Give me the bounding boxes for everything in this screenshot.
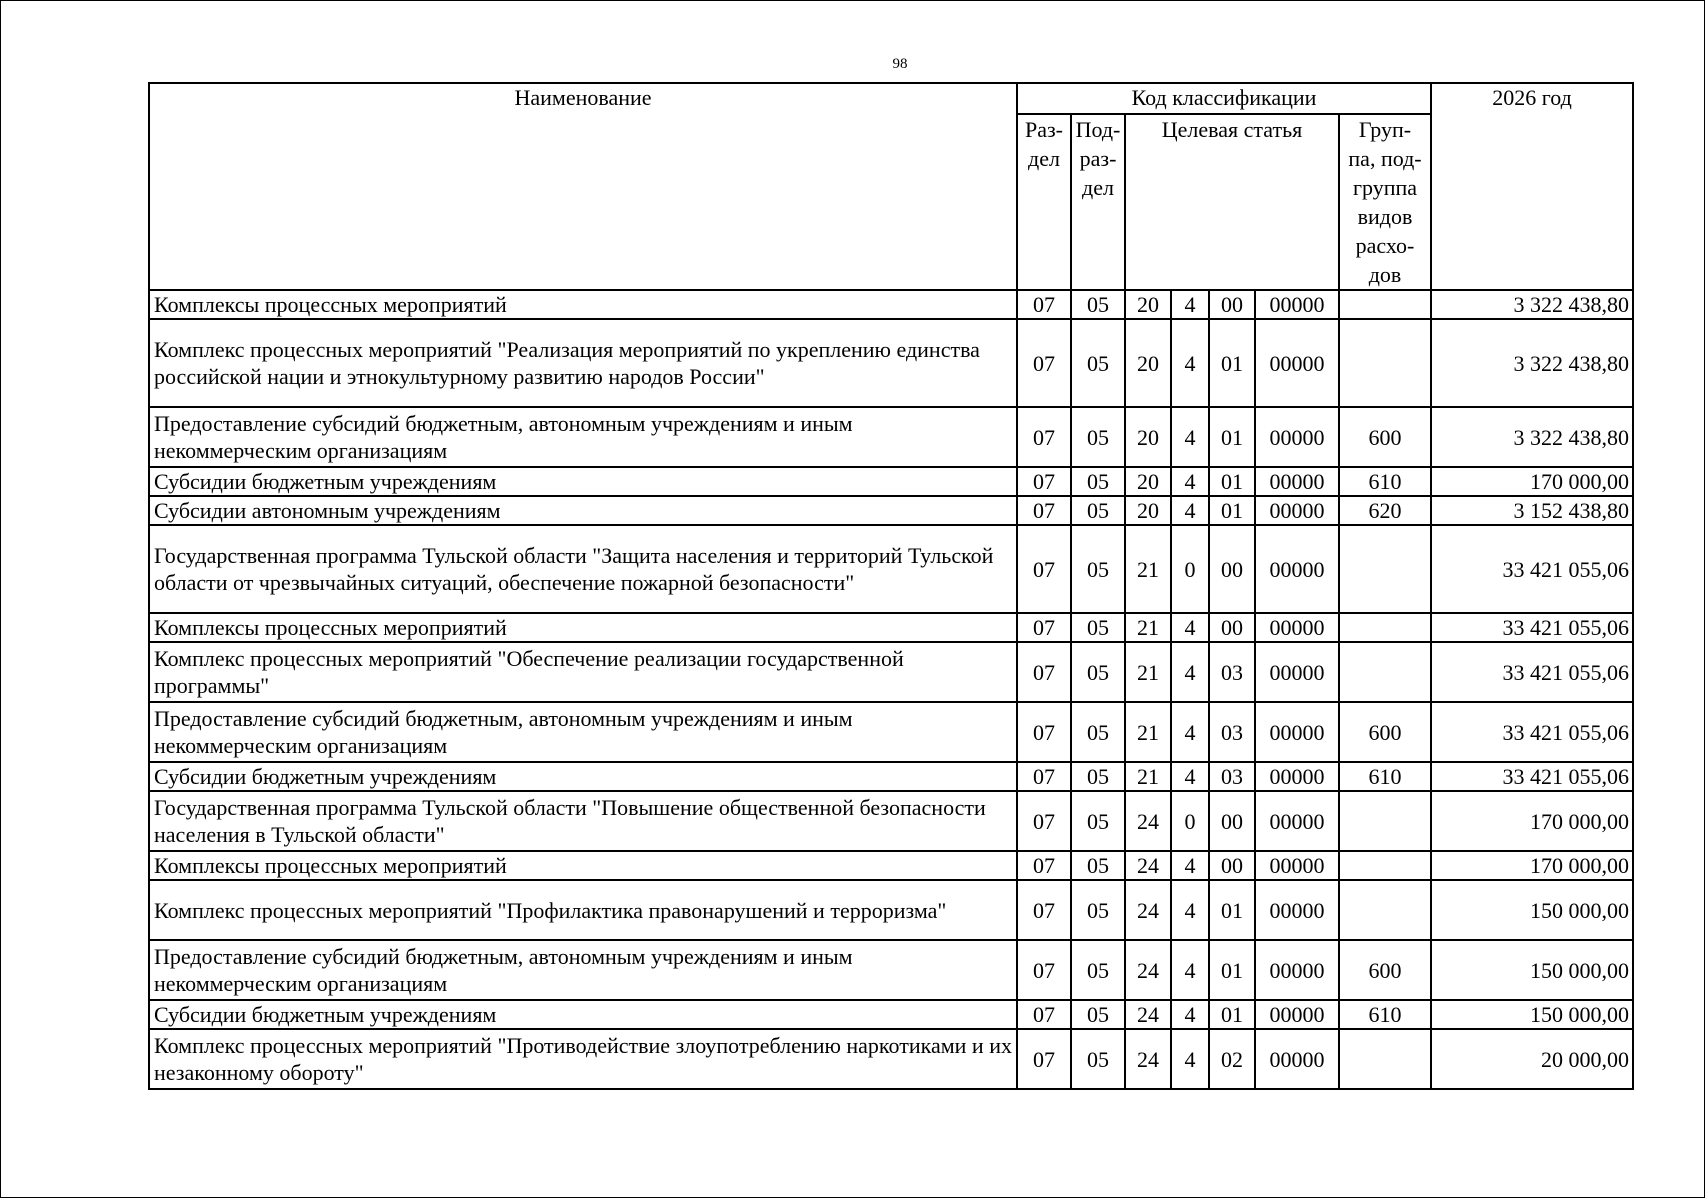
- row-expense-group: 620: [1339, 496, 1431, 525]
- table-row: [149, 467, 1633, 496]
- row-program-code: 20: [1125, 319, 1171, 407]
- table-row: [149, 880, 1633, 940]
- row-complex-code: 03: [1209, 702, 1255, 762]
- row-expense-group: 610: [1339, 467, 1431, 496]
- row-direction-code: 00000: [1255, 791, 1339, 851]
- row-amount: 3 152 438,80: [1431, 496, 1633, 525]
- row-razdel: 07: [1017, 940, 1071, 1000]
- row-complex-code: 01: [1209, 319, 1255, 407]
- row-program-code: 20: [1125, 467, 1171, 496]
- row-amount: 150 000,00: [1431, 880, 1633, 940]
- row-direction-code: 00000: [1255, 525, 1339, 613]
- table-row: [149, 762, 1633, 791]
- row-complex-code: 00: [1209, 290, 1255, 319]
- row-razdel: 07: [1017, 642, 1071, 702]
- row-direction-code: 00000: [1255, 940, 1339, 1000]
- table-row: [149, 613, 1633, 642]
- row-expense-group: 610: [1339, 762, 1431, 791]
- row-type-code: 4: [1171, 613, 1209, 642]
- row-razdel: 07: [1017, 702, 1071, 762]
- table-row: [149, 1000, 1633, 1029]
- row-complex-code: 01: [1209, 1000, 1255, 1029]
- row-amount: 3 322 438,80: [1431, 319, 1633, 407]
- row-expense-group: 600: [1339, 940, 1431, 1000]
- row-podrazdel: 05: [1071, 496, 1125, 525]
- row-name: Предоставление субсидий бюджетным, автономным учреждениям и иным некоммерческим организациям: [149, 702, 1017, 762]
- row-complex-code: 00: [1209, 851, 1255, 880]
- row-direction-code: 00000: [1255, 467, 1339, 496]
- header-podrazdel: Под- раз- дел: [1071, 114, 1125, 290]
- row-name: Комплексы процессных мероприятий: [149, 613, 1017, 642]
- row-expense-group: [1339, 525, 1431, 613]
- row-razdel: 07: [1017, 467, 1071, 496]
- row-amount: 33 421 055,06: [1431, 702, 1633, 762]
- row-razdel: 07: [1017, 791, 1071, 851]
- row-name: Предоставление субсидий бюджетным, автономным учреждениям и иным некоммерческим организациям: [149, 407, 1017, 467]
- header-target-article: Целевая статья: [1125, 114, 1339, 290]
- header-expense-group: Груп- па, под- группа видов расхо- дов: [1339, 114, 1431, 290]
- row-program-code: 24: [1125, 880, 1171, 940]
- row-name: Субсидии бюджетным учреждениям: [149, 762, 1017, 791]
- row-amount: 150 000,00: [1431, 1000, 1633, 1029]
- row-expense-group: [1339, 851, 1431, 880]
- row-expense-group: 600: [1339, 702, 1431, 762]
- header-year: 2026 год: [1431, 83, 1633, 290]
- row-type-code: 4: [1171, 940, 1209, 1000]
- row-amount: 170 000,00: [1431, 851, 1633, 880]
- row-direction-code: 00000: [1255, 496, 1339, 525]
- row-razdel: 07: [1017, 290, 1071, 319]
- row-amount: 33 421 055,06: [1431, 525, 1633, 613]
- table-row: [149, 1029, 1633, 1089]
- table-row: [149, 851, 1633, 880]
- row-amount: 20 000,00: [1431, 1029, 1633, 1089]
- row-razdel: 07: [1017, 496, 1071, 525]
- row-podrazdel: 05: [1071, 319, 1125, 407]
- row-direction-code: 00000: [1255, 613, 1339, 642]
- row-direction-code: 00000: [1255, 1000, 1339, 1029]
- row-expense-group: 600: [1339, 407, 1431, 467]
- row-amount: 170 000,00: [1431, 467, 1633, 496]
- row-expense-group: [1339, 642, 1431, 702]
- row-amount: 3 322 438,80: [1431, 290, 1633, 319]
- row-complex-code: 01: [1209, 496, 1255, 525]
- row-complex-code: 01: [1209, 880, 1255, 940]
- row-razdel: 07: [1017, 880, 1071, 940]
- row-name: Комплекс процессных мероприятий "Противодействие злоупотреблению наркотиками и их незаконному обороту": [149, 1029, 1017, 1089]
- row-type-code: 4: [1171, 496, 1209, 525]
- row-type-code: 4: [1171, 851, 1209, 880]
- row-expense-group: [1339, 319, 1431, 407]
- table-row: [149, 642, 1633, 702]
- row-razdel: 07: [1017, 613, 1071, 642]
- row-type-code: 4: [1171, 762, 1209, 791]
- row-direction-code: 00000: [1255, 319, 1339, 407]
- row-amount: 150 000,00: [1431, 940, 1633, 1000]
- row-name: Комплексы процессных мероприятий: [149, 290, 1017, 319]
- row-podrazdel: 05: [1071, 613, 1125, 642]
- row-program-code: 20: [1125, 496, 1171, 525]
- row-direction-code: 00000: [1255, 851, 1339, 880]
- row-direction-code: 00000: [1255, 880, 1339, 940]
- header-name: Наименование: [149, 83, 1017, 290]
- header-classification-code: Код классификации: [1017, 83, 1431, 114]
- row-podrazdel: 05: [1071, 851, 1125, 880]
- row-name: Субсидии бюджетным учреждениям: [149, 467, 1017, 496]
- row-direction-code: 00000: [1255, 762, 1339, 791]
- row-podrazdel: 05: [1071, 290, 1125, 319]
- row-type-code: 4: [1171, 880, 1209, 940]
- row-name: Комплексы процессных мероприятий: [149, 851, 1017, 880]
- row-amount: 3 322 438,80: [1431, 407, 1633, 467]
- row-amount: 33 421 055,06: [1431, 762, 1633, 791]
- row-complex-code: 01: [1209, 467, 1255, 496]
- row-program-code: 24: [1125, 791, 1171, 851]
- table-row: [149, 496, 1633, 525]
- row-program-code: 21: [1125, 525, 1171, 613]
- row-expense-group: [1339, 791, 1431, 851]
- row-amount: 170 000,00: [1431, 791, 1633, 851]
- row-razdel: 07: [1017, 1029, 1071, 1089]
- row-program-code: 21: [1125, 613, 1171, 642]
- table-row: [149, 791, 1633, 851]
- row-name: Государственная программа Тульской области "Повышение общественной безопасности населения в Тульской области": [149, 791, 1017, 851]
- row-type-code: 0: [1171, 791, 1209, 851]
- row-name: Комплекс процессных мероприятий "Обеспечение реализации государственной программы": [149, 642, 1017, 702]
- row-direction-code: 00000: [1255, 702, 1339, 762]
- row-program-code: 20: [1125, 407, 1171, 467]
- row-type-code: 4: [1171, 407, 1209, 467]
- row-expense-group: [1339, 613, 1431, 642]
- row-type-code: 4: [1171, 1029, 1209, 1089]
- budget-table: [148, 82, 1634, 1090]
- row-complex-code: 01: [1209, 940, 1255, 1000]
- row-expense-group: [1339, 1029, 1431, 1089]
- row-type-code: 4: [1171, 319, 1209, 407]
- row-razdel: 07: [1017, 525, 1071, 613]
- row-program-code: 21: [1125, 762, 1171, 791]
- row-type-code: 4: [1171, 702, 1209, 762]
- row-direction-code: 00000: [1255, 290, 1339, 319]
- row-complex-code: 00: [1209, 791, 1255, 851]
- header-row-1: [149, 83, 1633, 114]
- row-podrazdel: 05: [1071, 940, 1125, 1000]
- table-row: [149, 940, 1633, 1000]
- row-expense-group: 610: [1339, 1000, 1431, 1029]
- row-complex-code: 01: [1209, 407, 1255, 467]
- row-amount: 33 421 055,06: [1431, 613, 1633, 642]
- row-direction-code: 00000: [1255, 407, 1339, 467]
- table-row: [149, 702, 1633, 762]
- row-podrazdel: 05: [1071, 467, 1125, 496]
- row-podrazdel: 05: [1071, 1000, 1125, 1029]
- row-type-code: 4: [1171, 642, 1209, 702]
- table-row: [149, 525, 1633, 613]
- row-program-code: 24: [1125, 940, 1171, 1000]
- row-program-code: 21: [1125, 702, 1171, 762]
- row-name: Комплекс процессных мероприятий "Реализация мероприятий по укреплению единства российской нации и этнокультурному развитию народов России": [149, 319, 1017, 407]
- row-complex-code: 02: [1209, 1029, 1255, 1089]
- row-name: Предоставление субсидий бюджетным, автономным учреждениям и иным некоммерческим организациям: [149, 940, 1017, 1000]
- row-razdel: 07: [1017, 762, 1071, 791]
- row-complex-code: 00: [1209, 613, 1255, 642]
- row-program-code: 24: [1125, 851, 1171, 880]
- row-name: Государственная программа Тульской области "Защита населения и территорий Тульской области от чрезвычайных ситуаций, обеспечение пожарной безопасности": [149, 525, 1017, 613]
- row-podrazdel: 05: [1071, 791, 1125, 851]
- row-complex-code: 00: [1209, 525, 1255, 613]
- row-type-code: 4: [1171, 1000, 1209, 1029]
- row-name: Комплекс процессных мероприятий "Профилактика правонарушений и терроризма": [149, 880, 1017, 940]
- row-direction-code: 00000: [1255, 1029, 1339, 1089]
- row-program-code: 24: [1125, 1000, 1171, 1029]
- row-type-code: 4: [1171, 290, 1209, 319]
- row-expense-group: [1339, 290, 1431, 319]
- row-program-code: 24: [1125, 1029, 1171, 1089]
- row-name: Субсидии бюджетным учреждениям: [149, 1000, 1017, 1029]
- header-razdel: Раз- дел: [1017, 114, 1071, 290]
- page-number: 98: [892, 56, 908, 72]
- row-direction-code: 00000: [1255, 642, 1339, 702]
- table-row: [149, 319, 1633, 407]
- table-row: [149, 407, 1633, 467]
- row-podrazdel: 05: [1071, 407, 1125, 467]
- row-razdel: 07: [1017, 851, 1071, 880]
- row-complex-code: 03: [1209, 762, 1255, 791]
- row-podrazdel: 05: [1071, 525, 1125, 613]
- row-complex-code: 03: [1209, 642, 1255, 702]
- row-amount: 33 421 055,06: [1431, 642, 1633, 702]
- row-program-code: 21: [1125, 642, 1171, 702]
- row-razdel: 07: [1017, 319, 1071, 407]
- row-podrazdel: 05: [1071, 762, 1125, 791]
- row-podrazdel: 05: [1071, 1029, 1125, 1089]
- row-expense-group: [1339, 880, 1431, 940]
- row-podrazdel: 05: [1071, 702, 1125, 762]
- row-podrazdel: 05: [1071, 642, 1125, 702]
- row-razdel: 07: [1017, 407, 1071, 467]
- row-type-code: 4: [1171, 467, 1209, 496]
- row-podrazdel: 05: [1071, 880, 1125, 940]
- row-type-code: 0: [1171, 525, 1209, 613]
- row-razdel: 07: [1017, 1000, 1071, 1029]
- row-program-code: 20: [1125, 290, 1171, 319]
- table-row: [149, 290, 1633, 319]
- row-name: Субсидии автономным учреждениям: [149, 496, 1017, 525]
